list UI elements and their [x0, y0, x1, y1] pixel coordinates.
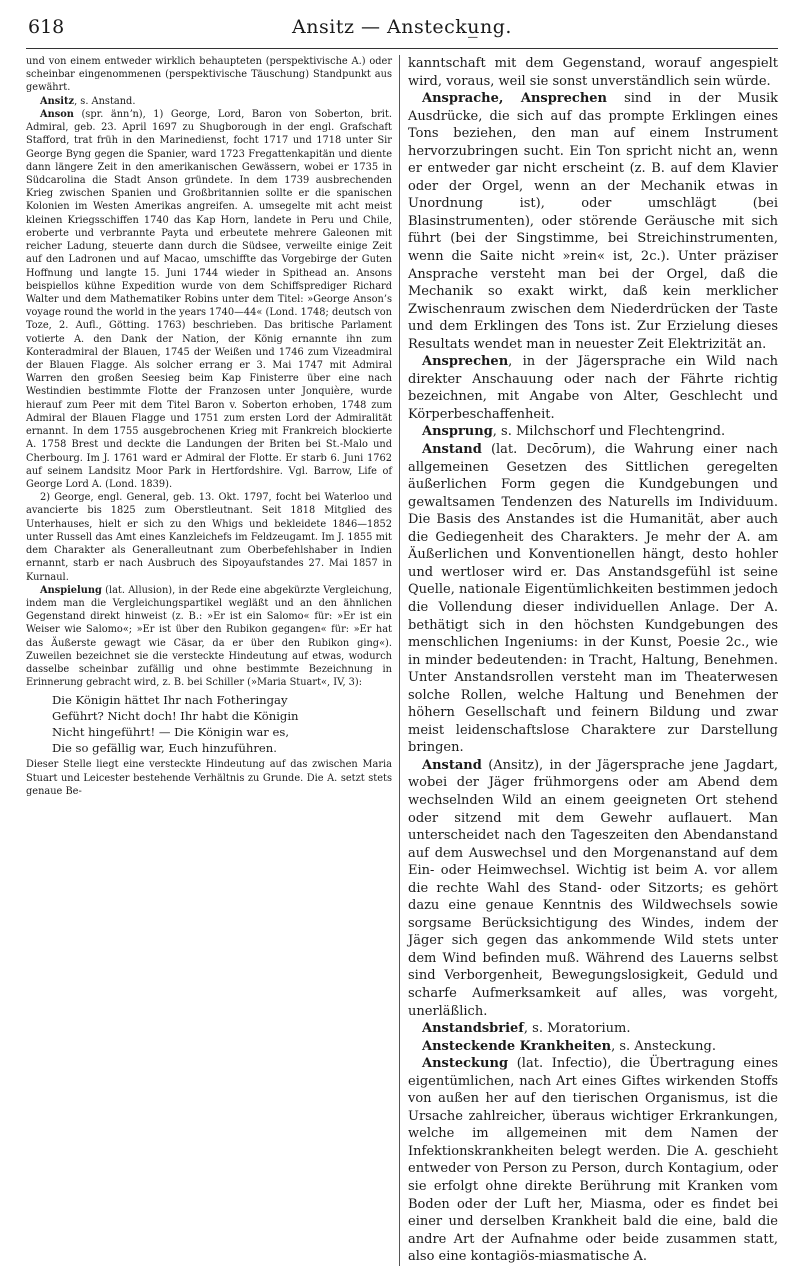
quote-line: Geführt? Nicht doch! Ihr habt die Königin: [52, 708, 299, 723]
entry-ansteckung: [408, 1055, 778, 1266]
quote-line: Nicht hingeführt! — Die Königin war es,: [52, 724, 290, 739]
headword: Anson: [40, 108, 74, 120]
headword: Ansprung: [422, 424, 493, 440]
entry-ansprung: [408, 423, 778, 441]
running-title: Ansitz — Anstecku̲ng.: [292, 16, 512, 38]
schiller-quote: [52, 692, 392, 757]
entry-text: (lat. Decōrum), die Wahrung einer nach allgemeinen Gesetzen des Sittlichen geregelten äußerlichen Form gegen die Kundgebungen und gewaltsamen Tendenzen des Naturells im Individuum. Die Basis des Anstandes ist die Humanität, aber auch die Gediegenheit des Charakters. Je mehr der A. am Äußerlichen und Konventionellen hängt, desto hohler und wertloser wird er. Das Anstandsgefühl ist seine Quelle, nationale Eigentümlichkeiten bestimmen jedoch die Vollendung dieser individuellen Anlage. Der A. bethätigt sich in den höchsten Kundgebungen des menschlichen Ingeniums: in der Kunst, Poesie 2c., wie in minder bedeutenden: in Tracht, Haltung, Benehmen. Unter Anstandsrollen versteht man im Theaterwesen solche Rollen, welche Haltung und Benehmen der höhern Gesellschaft und feinern Bildung und zwar meist leidenschaftslose Charaktere zur Darstellung bringen.: [408, 442, 778, 756]
entry-anstandsbrief: [408, 1020, 778, 1038]
entry-anson: [26, 108, 392, 491]
entry-text: , s. Milchschorf und Flechtengrind.: [492, 424, 726, 440]
headword: Ansprechen: [422, 354, 509, 370]
entry-text: (spr. ännʼn), 1) George, Lord, Baron von Soberton, brit. Admiral, geb. 23. April 1697 zu Shugborough in der engl. Grafschaft Stafford, trat früh in den Marinedienst, focht 1717 und 1718 unter Sir George Byng gegen die Spanier, ward 1723 Fregattenkapitän und diente dann längere Zeit in den amerikanischen Gewässern, wobei er 1735 in Südcarolina die Stadt Anson gründete. In dem 1739 ausbrechenden Krieg zwischen Spanien und Großbritannien sollte er die spanischen Kolonien im Westen Amerikas angreifen. A. umsegelte mit acht meist kleinen Kriegsschiffen 1740 das Kap Horn, landete in Peru und Chile, eroberte und verbrannte Payta und erbeutete mehrere Galeonen mit reicher Ladung, steuerte dann durch die Südsee, verweilte einige Zeit auf den Ladronen und auf Macao, umschiffte das Vorgebirge der Guten Hoffnung und langte 15. Juni 1744 wieder in Spithead an. Ansons beispiellos kühne Expedition wurde von dem Schiffsprediger Richard Walter und dem Mathematiker Robins unter dem Titel: »George Anson’s voyage round the world in the years 1740—44« (Lond. 1748; deutsch von Toze, 2. Aufl., Götting. 1763) beschrieben. Das britische Parlament votierte A. den Dank der Nation, der König ernannte ihn zum Konteradmiral der Blauen, 1745 der Weißen und 1746 zum Vizeadmiral der Blauen Flagge. Als solcher errang er 3. Mai 1747 mit Admiral Warren den großen Seesieg beim Kap Finisterre über eine nach Westindien bestimmte Flotte der Franzosen unter Jonquière, wurde hierauf zum Peer mit dem Titel Baron v. Soberton erhoben, 1748 zum Admiral der Blauen Flagge und 1751 zum ersten Lord der Admiralität ernannt. In dem 1755 ausgebrochenen Krieg mit Frankreich blockierte A. 1758 Brest und deckte die Landungen der Briten bei St.-Malo und Cherbourg. Im J. 1761 ward er Admiral der Flotte. Er starb 6. Juni 1762 auf seinem Landsitz Moor Park in Hertfordshire. Vgl. Barrow, Life of George Lord A. (Lond. 1839).: [26, 108, 392, 490]
quote-line: Die so gefällig war, Euch hinzuführen.: [52, 741, 277, 756]
headword: Anstandsbrief: [422, 1021, 524, 1037]
continued-paragraph: Dieser Stelle liegt eine versteckte Hindeutung auf das zwischen Maria Stuart und Leicester bestehende Verhältnis zu Grunde. Die A. setzt stets genaue Be-: [26, 759, 392, 797]
entry-text: , s. Ansteckung.: [611, 1038, 717, 1054]
entry-anstand: [408, 441, 778, 757]
entry-ansprechen: [408, 353, 778, 423]
entry-anspielung: [26, 584, 392, 690]
headword: Anstand: [422, 442, 482, 458]
quote-line: Die Königin hättet Ihr nach Fotheringay: [52, 692, 288, 707]
continued-paragraph: kanntschaft mit dem Gegenstand, worauf angespielt wird, voraus, weil sie sonst unverständlich sein würde.: [408, 56, 778, 89]
entry-text: , s. Moratorium.: [523, 1021, 631, 1037]
continued-paragraph: und von einem entweder wirklich behaupteten (perspektivische A.) oder scheinbar eingenommenen (perspektivische Täuschung) Standpunkt aus gewährt.: [26, 56, 392, 94]
entry-text: (lat. Infectio), die Übertragung eines eigentümlichen, nach Art eines Giftes wirkenden Stoffs von außen her auf den tierischen Organismus, ist die Ursache zahlreicher, überaus wichtiger Erkrankungen, welche im allgemeinen mit dem Namen der Infektionskrankheiten belegt werden. Die A. geschieht entweder von Person zu Person, durch Kontagium, oder sie erfolgt ohne direkte Berührung mit Kranken vom Boden oder der Luft her, Miasma, oder es findet bei einer und derselben Krankheit bald die eine, bald die andre Art der Aufnahme oder beide zusammen statt, also eine kontagiös-miasmatische A.: [408, 1056, 778, 1265]
headword: Anstand: [422, 757, 482, 773]
entry-ansteckende-krankheiten: [408, 1038, 778, 1056]
entry-ansitz: [26, 95, 392, 108]
right-column: [399, 55, 778, 1266]
left-column: [26, 55, 399, 1266]
headword: Ansteckende Krankheiten: [422, 1038, 612, 1054]
entry-text: (Ansitz), in der Jägersprache jene Jagdart, wobei der Jäger frühmorgens oder am Abend dem wechselnden Wild an einem geeigneten Ort stehend oder sitzend mit dem Gewehr auflauert. Man unterscheidet nach den Tageszeiten den Abendanstand auf dem Auswechsel und den Morgenanstand auf dem Ein- oder Heimwechsel. Wichtig ist beim A. vor allem die rechte Wahl des Stand- oder Sitzorts; es gehört dazu eine genaue Kenntnis des Wildwechsels sowie sorgsame Berücksichtigung des Windes, indem der Jäger sich gegen das ankommende Wild stets unter dem Wind befinden muß. Während des Lauerns selbst sind Verborgenheit, Bewegungslosigkeit, Geduld und scharfe Aufmerksamkeit auf alles, was vorgeht, unerläßlich.: [408, 757, 778, 1019]
headword: Ansprache, Ansprechen: [422, 91, 608, 107]
entry-ansprache: [408, 90, 778, 353]
text-columns: [26, 55, 778, 1266]
page-number: 618: [28, 16, 65, 38]
page-header: [26, 14, 778, 49]
entry-text: , in der Jägersprache ein Wild nach direkter Anschauung oder nach der Fährte richtig bezeichnen, mit Angabe von Alter, Geschlecht und Körperbeschaffenheit.: [408, 354, 778, 422]
entry-anson-2: 2) George, engl. General, geb. 13. Okt. 1797, focht bei Waterloo und avancierte bis 1825 zum Oberstleutnant. Seit 1818 Mitglied des Unterhauses, hielt er sich zu den Whigs und bekleidete 1846—1852 unter Russell das Amt eines Kanzleichefs im Feldzeugamt. Im J. 1855 mit dem Charakter als Generalleutnant zum Oberbefehlshaber in Indien ernannt, starb er nach Ausbruch des Sipoyaufstandes 27. Mai 1857 in Kurnaul.: [26, 492, 392, 583]
entry-text: , s. Anstand.: [74, 95, 136, 107]
headword: Anspielung: [40, 584, 102, 596]
entry-text: (lat. Allusion), in der Rede eine abgekürzte Vergleichung, indem man die Vergleichungspartikel wegläßt und an den ähnlichen Gegenstand direkt hinweist (z. B.: »Er ist ein Salomo« für: »Er ist ein Weiser wie Salomo«; »Er ist über den Rubikon gegangen« für: »Er hat das Äußerste gewagt wie Cäsar, da er über den Rubikon ging«). Zuweilen bezeichnet sie die versteckte Hindeutung auf etwas, wodurch dasselbe scheinbar zufällig und ohne bestimmte Bezeichnung in Erinnerung gebracht wird, z. B. bei Schiller (»Maria Stuart«, IV, 3):: [26, 584, 392, 689]
headword: Ansitz: [40, 95, 75, 107]
entry-text: sind in der Musik Ausdrücke, die sich auf das prompte Erklingen eines Tons beziehen, den man auf einem Instrument hervorzubringen sucht. Ein Ton spricht nicht an, wenn er entweder gar nicht erscheint (z. B. auf dem Klavier oder der Orgel, wenn an der Mechanik etwas in Unordnung ist), oder umschlägt (bei Blasinstrumenten), oder störende Geräusche mit sich führt (bei der Singstimme, bei Streichinstrumenten, wenn die Saite nicht »rein« ist, 2c.). Unter präziser Ansprache versteht man bei der Orgel, daß die Mechanik so exakt wirkt, daß kein merklicher Zwischenraum zwischen dem Niederdrücken der Taste und dem Erklingen des Tons ist. Zur Erzielung dieses Resultats wendet man in neuester Zeit Elektrizität an.: [408, 91, 778, 352]
entry-anstand-jagd: [408, 757, 778, 1020]
headword: Ansteckung: [422, 1056, 509, 1072]
